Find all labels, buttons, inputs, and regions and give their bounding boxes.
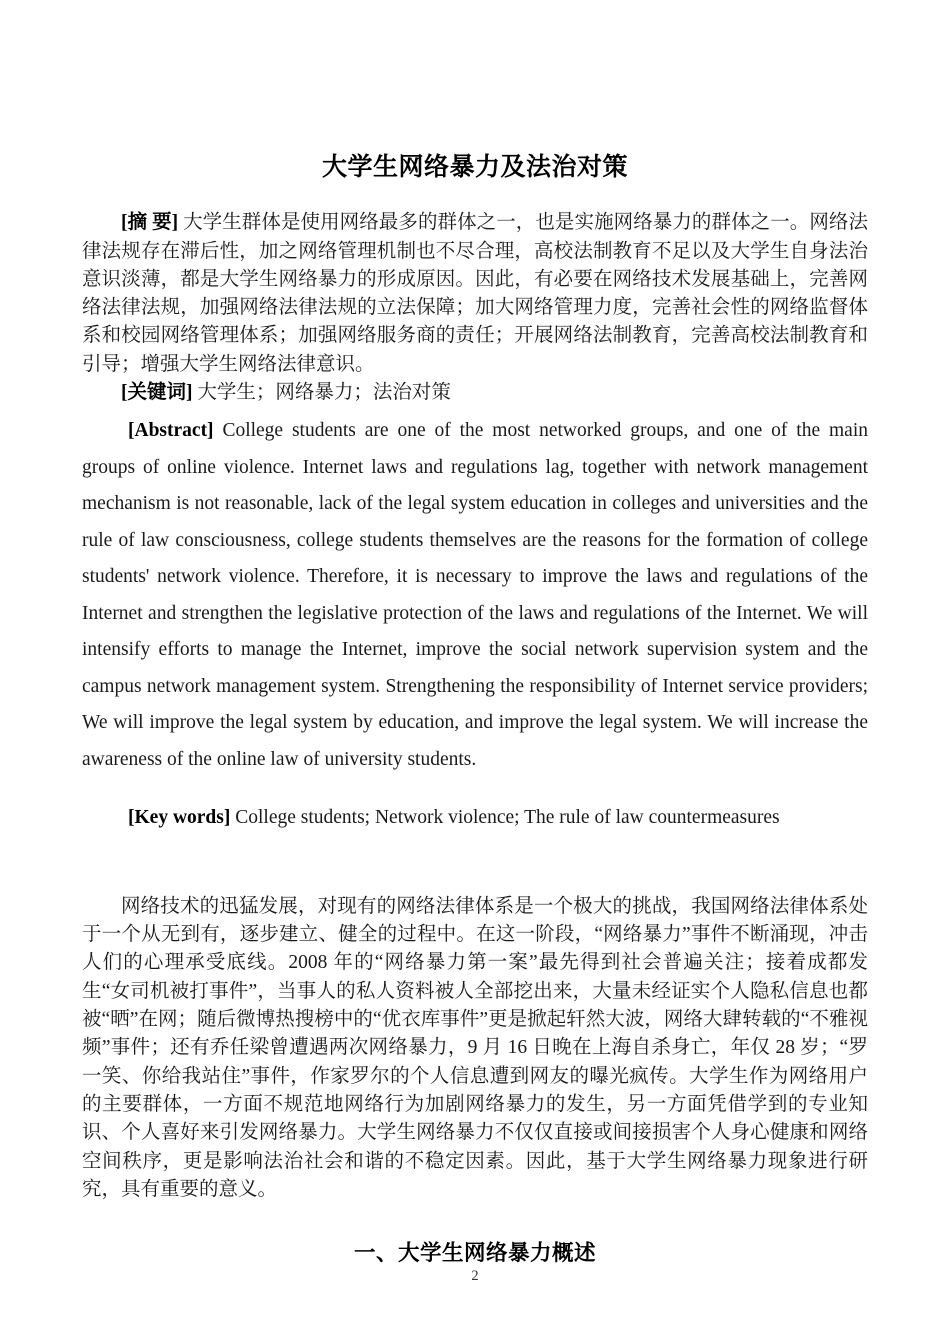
page-content <box>82 0 868 1286</box>
chinese-keywords-text: 大学生；网络暴力；法治对策 <box>192 382 451 404</box>
chinese-abstract-paragraph <box>82 209 868 379</box>
english-abstract-text: College students are one of the most networked groups, and one of the main groups of online violence. Internet laws and regulations lag, together with network management mechanism is not reasonable, lack of the legal system education in colleges and universities and the rule of law consciousness, college students themselves are the reasons for the formation of college students' network violence. Therefore, it is necessary to improve the laws and regulations of the Internet and strengthen the legislative protection of the laws and regulations of the Internet. We will intensify efforts to manage the Internet, improve the social network supervision system and the campus network management system. Strengthening the responsibility of Internet service providers; We will improve the legal system by education, and improve the legal system. We will increase the awareness of the online law of university students. <box>82 420 868 770</box>
body-text-block <box>82 893 868 1204</box>
english-keywords-text: College students; Network violence; The rule of law countermeasures <box>230 807 780 829</box>
chinese-abstract-label: [摘 要] <box>121 212 179 234</box>
chinese-abstract-block <box>82 209 868 407</box>
chinese-keywords-paragraph <box>82 379 868 407</box>
english-abstract-block <box>82 413 868 778</box>
chinese-abstract-text: 大学生群体是使用网络最多的群体之一，也是实施网络暴力的群体之一。网络法律法规存在滞后性，加之网络管理机制也不尽合理，高校法制教育不足以及大学生自身法治意识淡薄，都是大学生网络暴力的形成原因。因此，有必要在网络技术发展基础上，完善网络法律法规，加强网络法律法规的立法保障；加大网络管理力度，完善社会性的网络监督体系和校园网络管理体系；加强网络服务商的责任；开展网络法制教育，完善高校法制教育和引导；增强大学生网络法律意识。 <box>82 212 868 375</box>
body-paragraph: 网络技术的迅猛发展，对现有的网络法律体系是一个极大的挑战，我国网络法律体系处于一个从无到有，逐步建立、健全的过程中。在这一阶段，“网络暴力”事件不断涌现，冲击人们的心理承受底线。2008 年的“网络暴力第一案”最先得到社会普遍关注；接着成都发生“女司机被打事件”，当事人的私人资料被人全部挖出来，大量未经证实个人隐私信息也都被“晒”在网；随后微博热搜榜中的“优衣库事件”更是掀起轩然大波，网络大肆转载的“不雅视频”事件；还有乔任梁曾遭遇两次网络暴力，9 月 16 日晚在上海自杀身亡，年仅 28 岁；“罗一笑、你给我站住”事件，作家罗尔的个人信息遭到网友的曝光疯传。大学生作为网络用户的主要群体，一方面不规范地网络行为加剧网络暴力的发生，另一方面凭借学到的专业知识、个人喜好来引发网络暴力。大学生网络暴力不仅仅直接或间接损害个人身心健康和网络空间秩序，更是影响法治社会和谐的不稳定因素。因此，基于大学生网络暴力现象进行研究，具有重要的意义。 <box>82 895 868 1200</box>
english-abstract-paragraph <box>82 413 868 778</box>
page-number: 2 <box>471 1268 479 1284</box>
english-keywords-block <box>82 800 868 837</box>
english-abstract-label: [Abstract] <box>128 420 214 442</box>
section-heading: 一、大学生网络暴力概述 <box>353 1241 596 1266</box>
chinese-keywords-label: [关键词] <box>121 382 193 404</box>
page-title: 大学生网络暴力及法治对策 <box>321 154 628 181</box>
english-keywords-label: [Key words] <box>128 807 231 829</box>
